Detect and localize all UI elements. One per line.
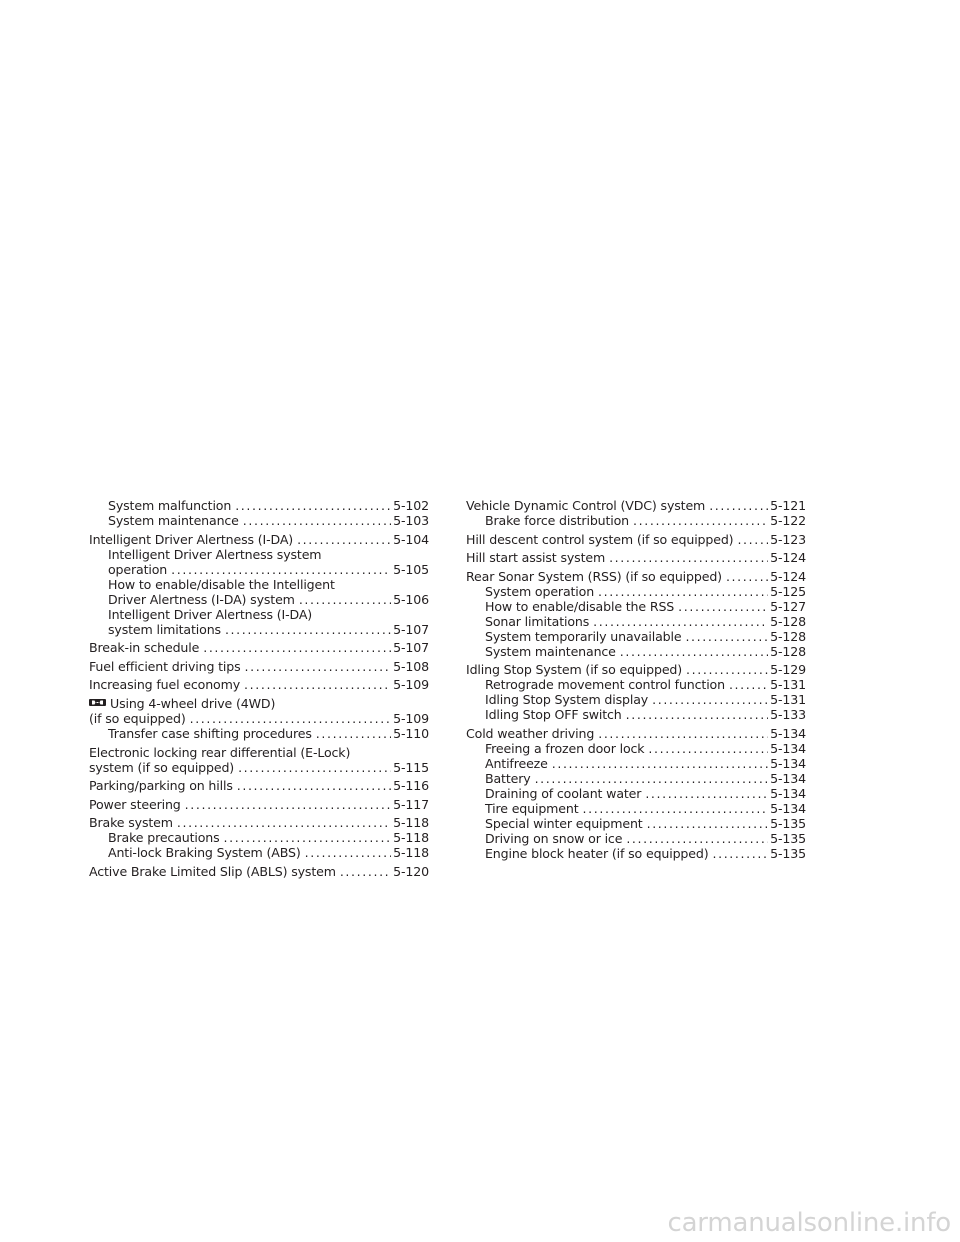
toc-page-number[interactable]: 5-103: [393, 513, 429, 528]
toc-page-number[interactable]: 5-109: [393, 677, 429, 693]
toc-entry-draining-of-coolant-water[interactable]: [485, 786, 806, 801]
toc-entry-label: Retrograde movement control function: [485, 677, 725, 693]
dot-leader: [620, 644, 768, 659]
toc-entry-line: [466, 569, 806, 584]
toc-entry-retrograde-movement-control-function[interactable]: [485, 677, 806, 692]
toc-page-number[interactable]: 5-134: [770, 755, 806, 771]
toc-page-number[interactable]: 5-116: [393, 778, 429, 794]
toc-page-number[interactable]: 5-135: [770, 830, 806, 846]
toc-entry-label: Brake precautions: [108, 830, 220, 846]
toc-entry-line: [108, 726, 429, 741]
toc-entry-label: System maintenance: [485, 643, 616, 659]
toc-entry-line: [108, 622, 429, 637]
toc-entry-special-winter-equipment[interactable]: [485, 816, 806, 831]
toc-entry-label: Freeing a frozen door lock: [485, 740, 645, 756]
dot-leader: [648, 741, 768, 756]
toc-entry-label: system (if so equipped): [89, 759, 235, 775]
toc-page-number[interactable]: 5-123: [770, 531, 806, 547]
toc-entry-engine-block-heater-if-so-equipped[interactable]: [485, 846, 806, 861]
toc-entry-hill-descent-control-system-if-so-equipped[interactable]: [466, 532, 806, 547]
toc-entry-anti-lock-braking-system-abs[interactable]: [108, 845, 429, 860]
dot-leader: [686, 662, 768, 677]
toc-entry-text: How to enable/disable the Intelligent: [108, 576, 335, 592]
dot-leader: [185, 797, 392, 812]
toc-page-number[interactable]: 5-131: [770, 677, 806, 693]
toc-entry-rear-sonar-system-rss-if-so-equipped[interactable]: [466, 569, 806, 584]
toc-entry-line: [89, 778, 429, 793]
dot-leader: [238, 760, 391, 775]
toc-entry-line: [485, 584, 806, 599]
toc-entry-increasing-fuel-economy[interactable]: [89, 677, 429, 692]
dot-leader: [726, 569, 768, 584]
dot-leader: [316, 726, 391, 741]
toc-page-number[interactable]: 5-124: [770, 568, 806, 584]
dot-leader: [224, 830, 392, 845]
dot-leader: [177, 815, 391, 830]
4x4-icon: [89, 699, 106, 706]
toc-entry-label: System temporarily unavailable: [485, 628, 682, 644]
dot-leader: [340, 864, 391, 879]
toc-entry-label: Idling Stop System display: [485, 692, 649, 708]
toc-entry-label: Special winter equipment: [485, 815, 643, 831]
toc-page-number[interactable]: 5-107: [393, 621, 429, 637]
toc-entry-line: [485, 707, 806, 722]
toc-entry-label: Parking/parking on hills: [89, 778, 233, 794]
toc-page-number[interactable]: 5-124: [770, 550, 806, 566]
toc-entry-break-in-schedule[interactable]: [89, 640, 429, 655]
dot-leader: [245, 659, 392, 674]
toc-entry-system-maintenance[interactable]: [485, 644, 806, 659]
dot-leader: [593, 614, 768, 629]
toc-entry-label: Cold weather driving: [466, 725, 595, 741]
dot-leader: [244, 677, 391, 692]
toc-entry-label: Vehicle Dynamic Control (VDC) system: [466, 498, 706, 513]
toc-page-number[interactable]: 5-107: [393, 640, 429, 656]
toc-entry-label: System operation: [485, 583, 595, 599]
toc-page-number[interactable]: 5-128: [770, 613, 806, 629]
dot-leader: [598, 726, 768, 741]
toc-page-number[interactable]: 5-134: [770, 740, 806, 756]
toc-entry-line: [108, 830, 429, 845]
toc-entry-line: [466, 550, 806, 565]
toc-entry-label: Sonar limitations: [485, 613, 590, 629]
toc-page-number[interactable]: 5-134: [770, 800, 806, 816]
toc-entry-line: [89, 640, 429, 655]
toc-entry-line: [485, 644, 806, 659]
toc-entry-line: [485, 801, 806, 816]
toc-page-number[interactable]: 5-133: [770, 707, 806, 723]
toc-entry-line: [108, 562, 429, 577]
toc-entry-text: Intelligent Driver Alertness (I-DA): [108, 606, 313, 622]
dot-leader: [171, 562, 391, 577]
dot-leader: [225, 622, 391, 637]
toc-entry-idling-stop-system-display[interactable]: [485, 692, 806, 707]
toc-entry-line: [89, 532, 429, 547]
toc-entry-active-brake-limited-slip-abls-system[interactable]: [89, 864, 429, 879]
toc-entry-label: Draining of coolant water: [485, 785, 642, 801]
toc-entry-line: [89, 864, 429, 879]
toc-entry-label: Active Brake Limited Slip (ABLS) system: [89, 863, 336, 879]
toc-entry-brake-system[interactable]: [89, 815, 429, 830]
toc-entry-system-malfunction[interactable]: [108, 498, 429, 513]
toc-entry-system-operation[interactable]: [485, 584, 806, 599]
toc-entry-label: Driving on snow or ice: [485, 830, 623, 846]
toc-entry-sonar-limitations[interactable]: [485, 614, 806, 629]
dot-leader: [729, 677, 768, 692]
toc-page-number[interactable]: 5-128: [770, 643, 806, 659]
toc-entry-intelligent-driver-alertness-system-operation[interactable]: [108, 547, 429, 577]
toc-entry-line: [485, 692, 806, 707]
toc-entry-cold-weather-driving[interactable]: [466, 726, 806, 741]
toc-entry-line: [89, 677, 429, 692]
toc-entry-label: Rear Sonar System (RSS) (if so equipped): [466, 568, 722, 584]
toc-entry-label: Brake system: [89, 815, 173, 831]
toc-page-number[interactable]: 5-105: [393, 561, 429, 577]
toc-entry-electronic-locking-rear-differential-e-lock-system-if-so-equipped[interactable]: [89, 745, 429, 775]
dot-leader: [626, 831, 768, 846]
toc-entry-how-to-enable-disable-the-intelligent-driver-alertness-i-da-system[interactable]: [108, 577, 429, 607]
dot-leader: [645, 786, 768, 801]
toc-page-number[interactable]: 5-121: [770, 498, 806, 513]
toc-page-number[interactable]: 5-135: [770, 815, 806, 831]
toc-entry-antifreeze[interactable]: [485, 756, 806, 771]
dot-leader: [203, 640, 391, 655]
dot-leader: [647, 816, 769, 831]
toc-entry-label: Anti-lock Braking System (ABS): [108, 845, 301, 861]
toc-entry-text: Electronic locking rear differential (E-Lock): [89, 744, 351, 760]
toc-entry-label: System maintenance: [108, 513, 239, 528]
toc-entry-label: Increasing fuel economy: [89, 677, 241, 693]
toc-entry-transfer-case-shifting-procedures[interactable]: [108, 726, 429, 741]
toc-entry-line: [108, 498, 429, 513]
toc-entry-system-maintenance[interactable]: [108, 513, 429, 528]
toc-entry-vehicle-dynamic-control-vdc-system[interactable]: [466, 498, 806, 513]
toc-entry-idling-stop-off-switch[interactable]: [485, 707, 806, 722]
dot-leader: [609, 550, 768, 565]
toc-page-number[interactable]: 5-117: [393, 796, 429, 812]
toc-entry-label: Idling Stop OFF switch: [485, 707, 622, 723]
toc-page-number[interactable]: 5-127: [770, 598, 806, 614]
dot-leader: [237, 778, 391, 793]
toc-entry-line: [485, 513, 806, 528]
toc-entry-label: Battery: [485, 770, 531, 786]
toc-entry-text: [89, 696, 429, 711]
toc-entry-how-to-enable-disable-the-rss[interactable]: [485, 599, 806, 614]
toc-entry-line: [108, 513, 429, 528]
dot-leader: [678, 599, 768, 614]
toc-entry-system-temporarily-unavailable[interactable]: [485, 629, 806, 644]
dot-leader: [297, 532, 391, 547]
toc-page-number[interactable]: 5-108: [393, 658, 429, 674]
toc-page-number[interactable]: 5-131: [770, 692, 806, 708]
toc-entry-line: [89, 711, 429, 726]
toc-entry-label: Brake force distribution: [485, 513, 630, 528]
toc-page-number[interactable]: 5-134: [770, 725, 806, 741]
toc-page-number[interactable]: 5-102: [393, 498, 429, 513]
toc-entry-line: [89, 760, 429, 775]
toc-page-number[interactable]: 5-125: [770, 583, 806, 599]
toc-entry-label: Engine block heater (if so equipped): [485, 845, 709, 861]
toc-entry-intelligent-driver-alertness-i-da[interactable]: [89, 532, 429, 547]
toc-entry-freeing-a-frozen-door-lock[interactable]: [485, 741, 806, 756]
toc-entry-parking-parking-on-hills[interactable]: [89, 778, 429, 793]
toc-entry-label: Hill start assist system: [466, 550, 606, 566]
toc-entry-line: [485, 816, 806, 831]
toc-page-number[interactable]: 5-106: [393, 591, 429, 607]
toc-entry-line: [108, 592, 429, 607]
toc-entry-label: Tire equipment: [485, 800, 579, 816]
dot-leader: [737, 532, 768, 547]
toc-entry-tire-equipment[interactable]: [485, 801, 806, 816]
toc-entry-line: [485, 677, 806, 692]
toc-page-number[interactable]: 5-134: [770, 785, 806, 801]
toc-entry-line: [485, 786, 806, 801]
toc-entry-line: [485, 741, 806, 756]
toc-entry-brake-precautions[interactable]: [108, 830, 429, 845]
toc-entry-line: [89, 659, 429, 674]
dot-leader: [552, 756, 768, 771]
toc-page-number[interactable]: 5-118: [393, 845, 429, 861]
toc-entry-label: Idling Stop System (if so equipped): [466, 662, 683, 678]
toc-page-number[interactable]: 5-129: [770, 662, 806, 678]
dot-leader: [598, 584, 768, 599]
dot-leader: [633, 513, 768, 528]
dot-leader: [583, 801, 769, 816]
dot-leader: [685, 629, 768, 644]
toc-entry-line: [485, 846, 806, 861]
toc-entry-label: Driver Alertness (I-DA) system: [108, 591, 295, 607]
toc-entry-label: system limitations: [108, 621, 221, 637]
toc-entry-line: [466, 498, 806, 513]
toc-page-number[interactable]: 5-109: [393, 710, 429, 726]
toc-entry-hill-start-assist-system[interactable]: [466, 550, 806, 565]
toc-entry-text: Intelligent Driver Alertness system: [108, 546, 322, 562]
toc-entry-label: Antifreeze: [485, 755, 548, 771]
toc-entry-power-steering[interactable]: [89, 797, 429, 812]
toc-entry-line: [485, 599, 806, 614]
toc-page-number[interactable]: 5-104: [393, 531, 429, 547]
dot-leader: [535, 771, 769, 786]
toc-page-number[interactable]: 5-122: [770, 513, 806, 528]
toc-entry-brake-force-distribution[interactable]: [485, 513, 806, 528]
toc-page-number[interactable]: 5-110: [393, 725, 429, 741]
toc-entry-line: [466, 532, 806, 547]
toc-entry-line: [466, 662, 806, 677]
toc-entry-line: [466, 726, 806, 741]
toc-page-number[interactable]: 5-120: [393, 863, 429, 879]
toc-entry-line: [485, 756, 806, 771]
dot-leader: [190, 711, 392, 726]
toc-page-number[interactable]: 5-118: [393, 815, 429, 831]
toc-entry-line: [89, 815, 429, 830]
toc-entry-battery[interactable]: [485, 771, 806, 786]
toc-entry-label: How to enable/disable the RSS: [485, 598, 675, 614]
toc-entry-fuel-efficient-driving-tips[interactable]: [89, 659, 429, 674]
toc-column-left: [89, 498, 429, 879]
dot-leader: [243, 513, 391, 528]
toc-entry-label: Fuel efficient driving tips: [89, 658, 241, 674]
toc-entry-line: [485, 771, 806, 786]
toc-entry-label: (if so equipped): [89, 710, 186, 726]
site-watermark[interactable]: carmanualsonline.info: [667, 1208, 951, 1238]
toc-entry-driving-on-snow-or-ice[interactable]: [485, 831, 806, 846]
dot-leader: [709, 498, 768, 513]
toc-entry-line: [485, 831, 806, 846]
toc-entry-line: [485, 629, 806, 644]
toc-page-number[interactable]: 5-128: [770, 628, 806, 644]
toc-entry-using-4-wheel-drive-4wd-if-so-equipped[interactable]: [89, 696, 429, 726]
dot-leader: [626, 707, 769, 722]
toc-entry-label: System malfunction: [108, 498, 232, 513]
toc-entry-label: operation: [108, 561, 168, 577]
dot-leader: [235, 498, 391, 513]
toc-entry-label: Power steering: [89, 796, 181, 812]
toc-entry-label: Transfer case shifting procedures: [108, 725, 312, 741]
dot-leader: [652, 692, 768, 707]
toc-column-right: [466, 498, 806, 861]
toc-page-number[interactable]: 5-118: [393, 830, 429, 846]
dot-leader: [712, 846, 768, 861]
toc-page-number[interactable]: 5-135: [770, 845, 806, 861]
toc-entry-intelligent-driver-alertness-i-da-system-limitations[interactable]: [108, 607, 429, 637]
toc-entry-label: Using 4-wheel drive (4WD): [110, 695, 276, 711]
toc-page-number[interactable]: 5-134: [770, 770, 806, 786]
toc-entry-line: [89, 797, 429, 812]
toc-page-number[interactable]: 5-115: [393, 759, 429, 775]
dot-leader: [299, 592, 391, 607]
toc-entry-label: Intelligent Driver Alertness (I-DA): [89, 531, 294, 547]
dot-leader: [305, 845, 392, 860]
toc-entry-label: Break-in schedule: [89, 640, 200, 656]
toc-entry-line: [485, 614, 806, 629]
toc-entry-line: [108, 845, 429, 860]
toc-entry-idling-stop-system-if-so-equipped[interactable]: [466, 662, 806, 677]
toc-entry-label: Hill descent control system (if so equipped): [466, 531, 734, 547]
